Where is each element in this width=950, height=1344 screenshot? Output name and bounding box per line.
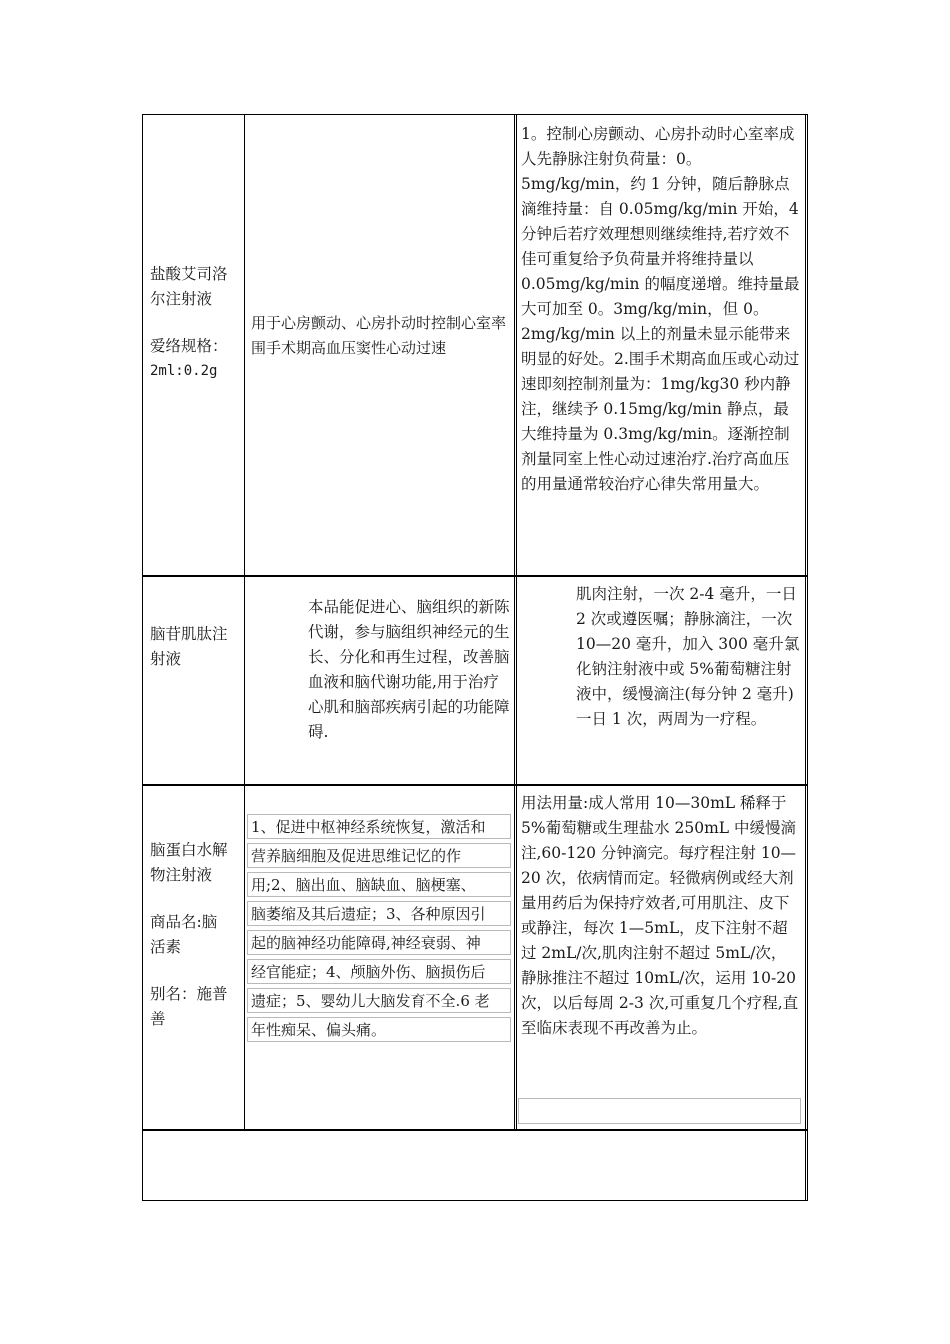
indication-line: 遗症；5、婴幼儿大脑发育不全.6 老 bbox=[247, 988, 511, 1013]
alias-line: 善 bbox=[150, 1010, 166, 1028]
empty-row bbox=[143, 1131, 805, 1200]
trade-name-line: 商品名:脑 bbox=[150, 913, 218, 931]
row-divider-1 bbox=[142, 575, 808, 577]
drug-name-cell bbox=[150, 622, 242, 672]
drug-name-cell bbox=[150, 262, 242, 384]
indication-line: 1、促进中枢神经系统恢复，激活和 bbox=[247, 814, 511, 839]
drug-name-line: 脑苷肌肽注 bbox=[150, 625, 228, 643]
trade-name-line: 活素 bbox=[150, 938, 182, 956]
dosage-text: 用法用量:成人常用 10—30mL 稀释于 5%葡萄糖或生理盐水 250mL 中缓慢滴注,60-120 分钟滴完。每疗程注射 10—20 次，依病情而定。轻微病例或经大剂量用药后为保持疗效者,可用肌注、皮下或静注，每次 1—5mL，皮下注射不超过 2mL/次,肌肉注射不超过 5mL/次，静脉推注不超过 10mL/次，运用 10-20 次，以后每周 2-3 次,可重复几个疗程,直至临床表现不再改善为止。 bbox=[521, 794, 799, 1037]
row-divider-2 bbox=[142, 784, 808, 786]
table-left-border bbox=[142, 114, 143, 1201]
column-divider-1 bbox=[244, 114, 245, 1130]
drug-name-cell bbox=[150, 838, 242, 1032]
column-divider-2 bbox=[514, 114, 515, 1130]
column-divider-2b bbox=[516, 114, 517, 1130]
dosage-text: 肌肉注射，一次 2-4 毫升，一日 2 次或遵医嘱；静脉滴注，一次 10—20 毫升，加入 300 毫升氯化钠注射液中或 5%葡萄糖注射液中，缓慢滴注(每分钟 2 毫升)一日 1 次，两周为一疗程。 bbox=[576, 585, 800, 728]
table-right-border bbox=[805, 114, 806, 1201]
empty-text-box bbox=[518, 1098, 801, 1124]
indication-line: 用;2、脑出血、脑缺血、脑梗塞、 bbox=[247, 872, 511, 897]
indication-line: 起的脑神经功能障碍,神经衰弱、神 bbox=[247, 930, 511, 955]
dosage-text: 1。控制心房颤动、心房扑动时心室率成人先静脉注射负荷量：0。5mg/kg/min，约 1 分钟，随后静脉点滴维持量：自 0.05mg/kg/min 开始，4 分钟后若疗效理想则继续维持,若疗效不佳可重复给予负荷量并将维持量以 0.05mg/kg/min 的幅度递增。维持量最大可加至 0。3mg/kg/min，但 0。2mg/kg/min 以上的剂量未显示能带来明显的好处。2.围手术期高血压或心动过速即刻控制剂量为：1mg/kg30 秒内静注，继续予 0.15mg/kg/min 静点，最大维持量为 0.3mg/kg/min。逐渐控制剂量同室上性心动过速治疗.治疗高血压的用量通常较治疗心律失常用量大。 bbox=[521, 125, 800, 493]
indication-line: 营养脑细胞及促进思维记忆的作 bbox=[247, 843, 511, 868]
indication-line: 经官能症；4、颅脑外伤、脑损伤后 bbox=[247, 959, 511, 984]
drug-name-line: 射液 bbox=[150, 650, 182, 668]
indication-text: 用于心房颤动、心房扑动时控制心室率围手术期高血压窦性心动过速 bbox=[251, 314, 507, 357]
indication-line: 脑萎缩及其后遗症；3、各种原因引 bbox=[247, 901, 511, 926]
indication-text: 本品能促进心、脑组织的新陈代谢，参与脑组织神经元的生长、分化和再生过程，改善脑血液和脑代谢功能,用于治疗心肌和脑部疾病引起的功能障碍. bbox=[308, 598, 510, 741]
spec-value: 2ml:0.2g bbox=[150, 363, 218, 379]
indication-line: 年性痴呆、偏头痛。 bbox=[247, 1017, 511, 1042]
drug-name-line: 盐酸艾司洛 bbox=[150, 265, 228, 283]
table-right-border-outer bbox=[807, 114, 808, 1201]
alias-line: 别名：施普 bbox=[150, 985, 228, 1003]
spec-label: 爱络规格： bbox=[150, 337, 228, 355]
indication-boxed-lines bbox=[247, 814, 511, 1046]
drug-name-line: 脑蛋白水解 bbox=[150, 841, 228, 859]
drug-name-line: 尔注射液 bbox=[150, 290, 213, 308]
table-top-border bbox=[142, 114, 808, 115]
drug-name-line: 物注射液 bbox=[150, 866, 213, 884]
table-bottom-border bbox=[142, 1200, 808, 1201]
